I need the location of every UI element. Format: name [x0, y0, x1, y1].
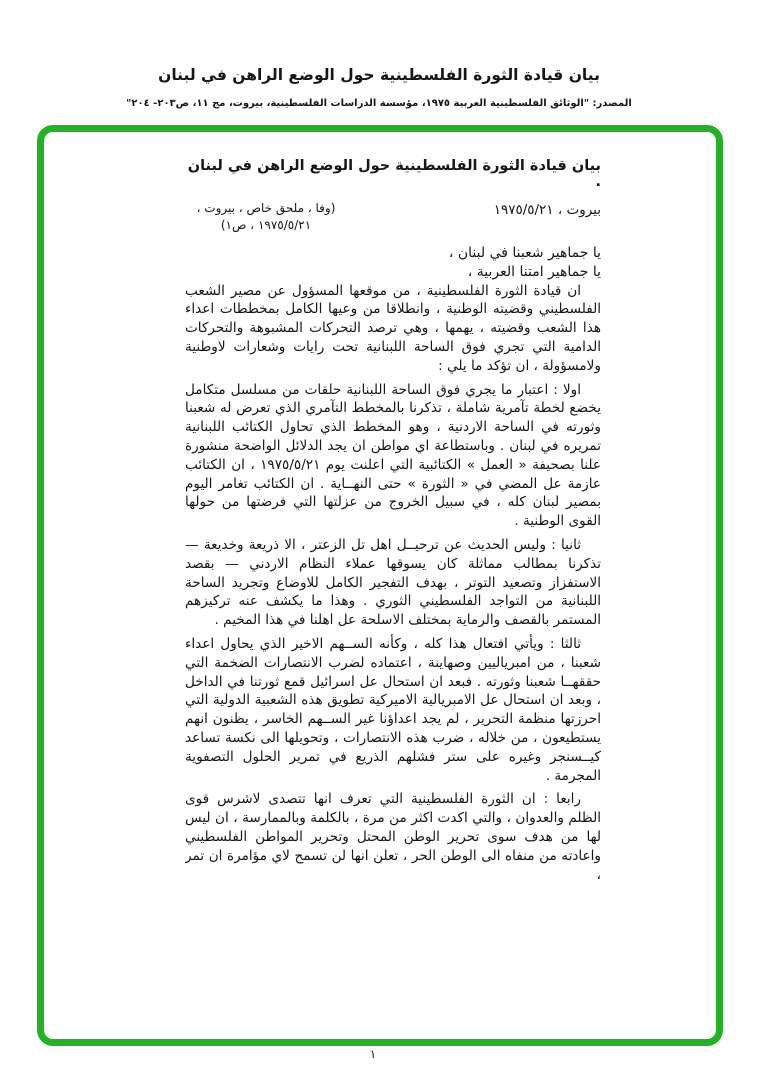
agency-source-note-line1: (وفا ، ملحق خاص ، بيروت ،: [196, 201, 336, 215]
page-header-title: بيان قيادة الثورة الفلسطينية حول الوضع الراهن في لبنان: [158, 66, 600, 84]
agency-source-note: [185, 200, 347, 234]
paragraph-third: ثالثا : ويأتي افتعال هذا كله ، وكأنه الســهم الاخير الذي يحاول اعداء شعبنا ، من امبرياليين وصهاينة ، اعتماده لضرب الانتصارات الضخمة التي حققهــا شعبنا وثورته . فبعد ان استحال عل اسرائيل قمع ثورتنا في الداخل ، وبعد ان استحال عل الامبريالية الاميركية تطويق هذه الشعبية الدولية التي احرزتها منظمة التحرير ، لم يجد اعداؤنا غير الســهم الخاسر ، يظنون انهم يستطيعون ، من خلاله ، ضرب هذه الانتصارات ، وتحويلها الى نكسة تساعد كيــسنجر وغيره على ستر فشلهم الذريع في تمرير الحلول التصفوية المجرمة .: [185, 635, 601, 784]
document-body: [185, 158, 601, 1036]
page-header-source: المصدر: "الوثائق الفلسطينية العربية ١٩٧٥، مؤسسة الدراسات الفلسطينية، بيروت، مج ١١، ص٢٠٣- ٢٠٤": [126, 98, 632, 109]
page-number: ١: [369, 1047, 377, 1061]
agency-source-note-line2: ١٩٧٥/٥/٢١ ، ص١): [220, 218, 312, 232]
salutation-line-1: يا جماهير شعبنا في لبنان ،: [448, 245, 601, 261]
document-title: بيان قيادة الثورة الفلسطينية حول الوضع الراهن في لبنان .: [187, 158, 601, 190]
dateline: بيروت ، ١٩٧٥/٥/٢١: [493, 202, 601, 218]
paragraph-fourth: رابعا : ان الثورة الفلسطينية التي تعرف انها تتصدى لاشرس قوى الظلم والعدوان ، والتي اكدت اكثر من مرة ، بالكلمة وبالممارسة ، ان ليس لها من هدف سوى تحرير الوطن المحتل وتحرير المواطن الفلسطيني واعادته من منفاه الى الوطن الحر ، تعلن انها لن تسمح لاي مؤامرة ان تمر ،: [185, 791, 601, 883]
paragraph-second: ثانيا : وليس الحديث عن ترحيــل اهل تل الزعتر ، الا ذريعة وخديعة — تذكرنا بمطالب مماثلة كان يسوقها عملاء النظام الاردني — بقصد الاستفزاز وتصعيد التوتر ، بهدف التفجير الكامل للاوضاع وتجريد الساحة اللبنانية من التواجد الفلسطيني الثوري . وهذا ما يكشف عنه تركيزهم المستمر بالقصف والرماية بمختلف الاسلحة عل اهلنا في هذا المخيم .: [185, 536, 601, 629]
salutation-line-2: يا جماهير امتنا العربية ،: [467, 263, 601, 280]
dateline-row: [185, 200, 601, 234]
paragraph-first: اولا : اعتبار ما يجري فوق الساحة اللبنانية حلقات من مسلسل متكامل يخضع لخطة تآمرية شاملة ، تذكرنا بالمخطط التآمري الذي تعرض له شعبنا وثورته في الساحة الاردنية ، وهو المخطط الذي تحاول الكتائب اللبنانية تمريره في لبنان . وباستطاعة اي مواطن ان يجد الدلائل الواضحة منشورة علنا بصحيفة « العمل » الكتائبية التي اعلنت يوم ١٩٧٥/٥/٢١ ، ان الكتائب عازمة عل المضي في « الثورة » حتى النهــاية . ان الكتائب تغامر اليوم بمصير لبنان كله ، في سبيل الخروج من عزلتها التي فرضتها من حولها القوى الوطنية .: [185, 381, 601, 530]
intro-paragraph: ان قيادة الثورة الفلسطينية ، من موقعها المسؤول عن مصير الشعب الفلسطيني وقضيته الوطنية ، وانطلاقا من وعيها الكامل بمخططات اعداء هذا الشعب وقضيته ، يهمها ، وهي ترصد التحركات المشبوهة والتحركات الدامية التي تجري فوق الساحة اللبنانية تحت رايات وشعارات لاوطنية ولامسؤولة ، ان تؤكد ما يلي :: [185, 282, 601, 374]
